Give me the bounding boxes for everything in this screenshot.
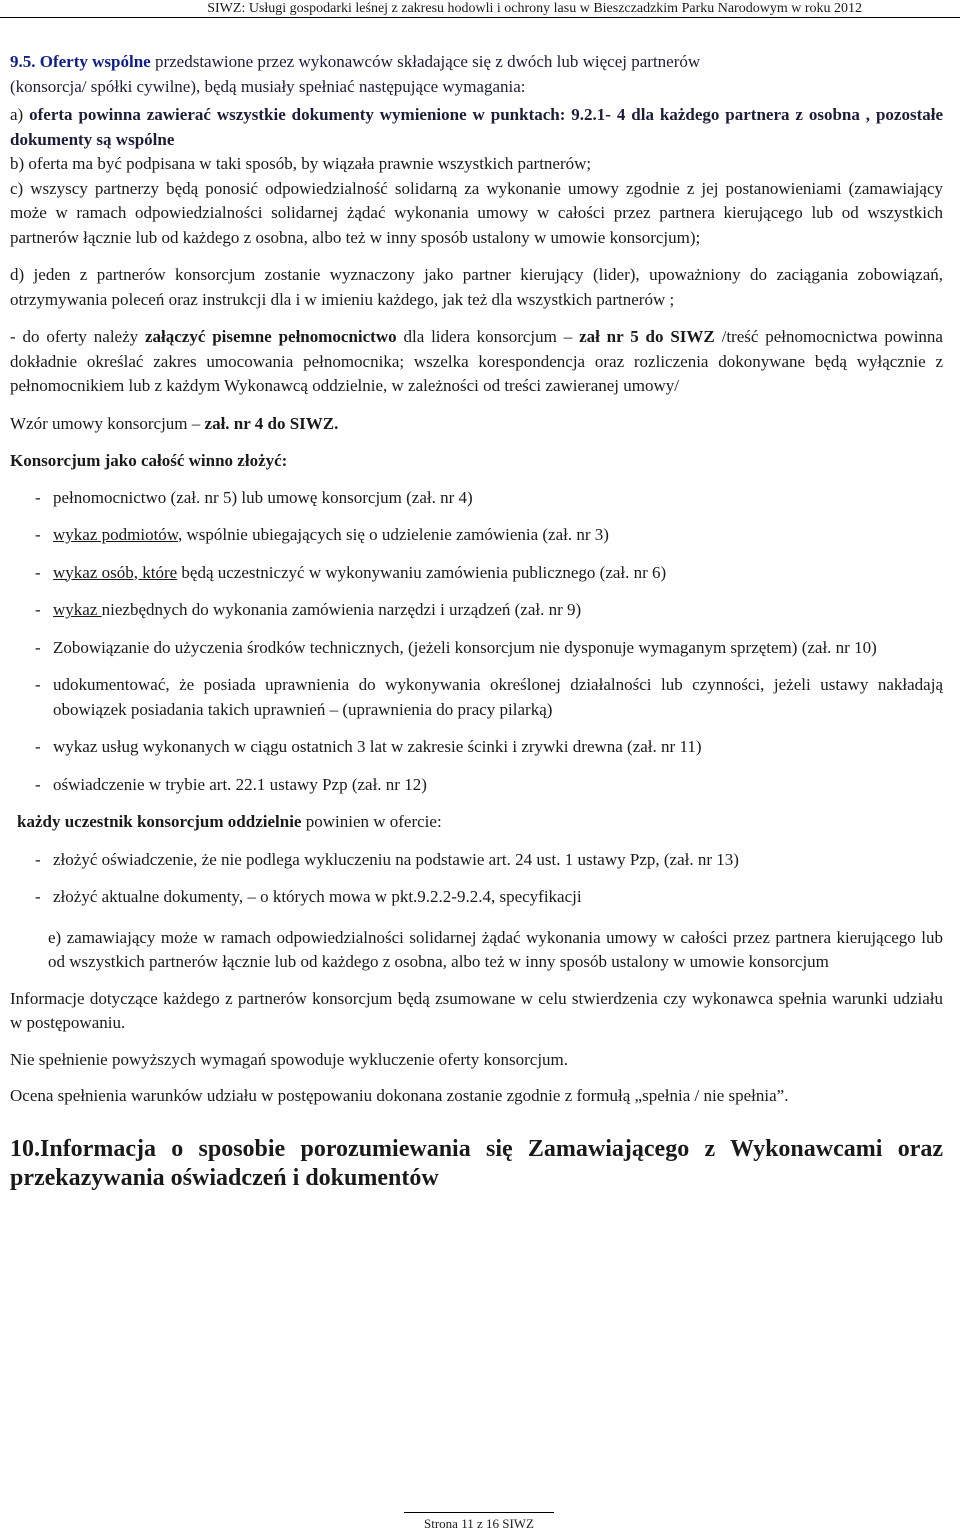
page-header [0,0,960,18]
power-of-attorney-paragraph [10,325,943,399]
list-item-text: Zobowiązanie do użyczenia środków technicznych, (jeżeli konsorcjum nie dysponuje wymaganym sprzętem) (zał. nr 10) [53,637,877,657]
poa-text-2: dla lidera konsorcjum – [396,327,580,346]
point-e: e) zamawiający może w ramach odpowiedzialności solidarnej żądać wykonania umowy w całości przez partnera kierującego lub od wszystkich partnerów łącznie lub od każdego z osobna, albo też w inny sposób ustalony w umowie konsorcjum [48,927,943,971]
list-item [10,885,943,910]
list-item-text: niezbędnych do wykonania zamówienia narzędzi i urządzeń (zał. nr 9) [101,600,582,619]
list-dash: - [35,887,41,906]
header-title: SIWZ: Usługi gospodarki leśnej z zakresu hodowli i ochrony lasu w Bieszczadzkim Parku Narodowym w roku 2012 [207,1,862,16]
point-a [10,103,943,152]
document-body [10,50,943,1193]
list-dash: - [35,637,41,657]
consortium-list [10,486,943,798]
point-c: c) wszyscy partnerzy będą ponosić odpowiedzialność solidarną za wykonanie umowy zgodnie z jej postanowieniami (zamawiający może w ramach odpowiedzialności solidarnej żądać wykonania umowy w całości przez partnera kierującego lub od wszystkich partnerów łącznie lub od każdego z osobna, albo też w inny sposób ustalony w umowie konsorcjum); [10,178,943,247]
list-item [10,636,943,661]
list-item-text: złożyć oświadczenie, że nie podlega wykluczeniu na podstawie art. 24 ust. 1 ustawy Pzp, (zał. nr 13) [53,849,739,869]
poa-bold-1: załączyć pisemne pełnomocnictwo [144,327,397,346]
section-number: 9.5. [10,52,36,71]
point-b: b) oferta ma być podpisana w taki sposób, by wiązała prawnie wszystkich partnerów; [10,154,592,173]
list-dash: - [35,600,41,619]
poa-bold-2: zał nr 5 do SIWZ [579,327,715,346]
section-10-heading: 10.Informacja o sposobie porozumiewania się Zamawiającego z Wykonawcami oraz przekazywania oświadczeń i dokumentów [10,1135,943,1191]
each-participant-text: powinien w ofercie: [301,812,442,831]
footer-divider [404,1512,554,1513]
paragraph-9-5-text: przedstawione przez wykonawców składające się z dwóch lub więcej partnerów [150,52,701,71]
list-item [10,598,943,623]
list-dash: - [35,562,41,582]
list-item-underlined: wykaz [53,600,102,619]
point-a-prefix: a) [10,105,30,124]
list-item [10,673,943,722]
list-item-underlined: wykaz podmiotów [53,525,178,544]
poa-text-3: /treść pełnomocnictwa powinna dokładnie określać zakres umocowania pełnomocnika; wszelka korespondencja oraz rozliczenia dokonywane będą wyłącznie z pełnomocnikiem lub z każdym Wykonawcą oddzielnie, w zależności od treści zawieranej umowy/ [10,327,943,395]
each-participant-bold: każdy uczestnik konsorcjum oddzielnie [17,812,302,831]
list-dash: - [35,525,41,544]
each-participant-heading [10,810,943,835]
list-item-text: , wspólnie ubiegających się o udzielenie zamówienia (zał. nr 3) [177,525,609,544]
agreement-template-ref: zał. nr 4 do SIWZ. [204,413,339,433]
agreement-template-text: Wzór umowy konsorcjum – [10,413,205,433]
list-item [10,523,943,548]
offer-joint-label: Oferty wspólne [39,52,151,71]
paragraph-9-5 [10,50,943,99]
paragraph-9-5-text-2: (konsorcja/ spółki cywilne), będą musiały spełniać następujące wymagania: [10,76,526,96]
list-dash: - [35,487,41,507]
konsorcjum-heading: Konsorcjum jako całość winno złożyć: [10,451,288,470]
point-d: d) jeden z partnerów konsorcjum zostanie wyznaczony jako partner kierujący (lider), upoważniony do zaciągania zobowiązań, otrzymywania poleceń oraz instrukcji dla i w imieniu każdego, jak też dla wszystkich partnerów ; [10,265,943,309]
poa-text-1: - do oferty należy [10,327,145,346]
list-item-underlined: wykaz osób, które [53,562,178,582]
list-item-text: pełnomocnictwo (zał. nr 5) lub umowę konsorcjum (zał. nr 4) [53,487,473,507]
list-dash: - [35,737,41,756]
list-item-text: oświadczenie w trybie art. 22.1 ustawy Pzp (zał. nr 12) [53,774,427,794]
list-item-text: wykaz usług wykonanych w ciągu ostatnich 3 lat w zakresie ścinki i zrywki drewna (zał. nr 11) [53,737,702,756]
list-item [10,486,943,511]
list-dash: - [35,774,41,794]
info-paragraph-2: Nie spełnienie powyższych wymagań spowoduje wykluczenie oferty konsorcjum. [10,1049,569,1069]
info-paragraph-1: Informacje dotyczące każdego z partnerów konsorcjum będą zsumowane w celu stwierdzenia czy wykonawca spełnia warunki udziału w postępowaniu. [10,988,943,1032]
list-item-text: będą uczestniczyć w wykonywaniu zamówienia publicznego (zał. nr 6) [177,562,667,582]
list-dash: - [35,675,41,694]
page-footer [0,1512,960,1534]
list-item [10,773,943,798]
list-dash: - [35,849,41,869]
point-a-bold: oferta powinna zawierać wszystkie dokumenty wymienione w punktach: 9.2.1- 4 dla każdego partnera z osobna , pozostałe dokumenty są wspólne [10,105,943,149]
info-paragraph-3: Ocena spełnienia warunków udziału w postępowaniu dokonana zostanie zgodnie z formułą „spełnia / nie spełnia”. [10,1086,789,1105]
agreement-template [10,412,943,437]
list-item [10,735,943,760]
list-item-text: złożyć aktualne dokumenty, – o których mowa w pkt.9.2.2-9.2.4, specyfikacji [53,887,582,906]
list-item [10,561,943,586]
list-item [10,848,943,873]
participant-list [10,848,943,910]
page-number: Strona 11 z 16 SIWZ [424,1516,534,1531]
list-item-text: udokumentować, że posiada uprawnienia do wykonywania określonej działalności lub czynności, jeżeli ustawy nakładają obowiązek posiadania takich uprawnień – (uprawnienia do pracy pilarką) [53,675,943,719]
